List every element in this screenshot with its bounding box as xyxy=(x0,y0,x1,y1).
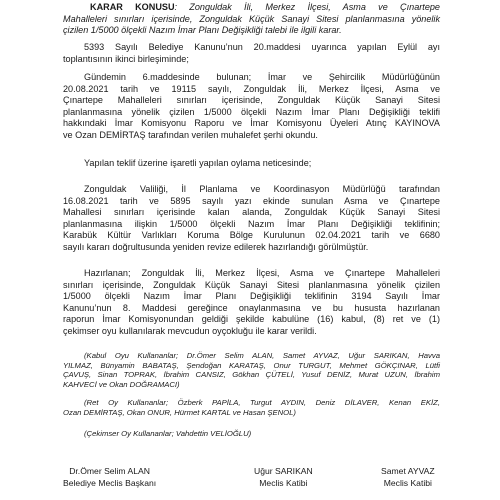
text-line: Çınartepe Mahalleleri sınırları içerisinde, Zonguldak Küçük Sanayi Sitesi xyxy=(63,95,440,106)
vote-line: (Ret Oy Kullananlar; Özberk PAPİLA, Turgut AYDIN, Deniz DİLAVER, Kenan EKİZ, xyxy=(84,398,440,407)
text-line: Mahallesi sınırları içerisinde kalan alanda, Zonguldak Küçük Sanayi Sitesi xyxy=(63,207,440,218)
text-line: hakkındaki İmar Komisyonu Raporu ve İmar Komisyonu Üyeleri Atınç KAYINOVA xyxy=(63,118,440,129)
text-line: Zonguldak Valiliği, İl Planlama ve Koordinasyon Müdürlüğü tarafından xyxy=(84,184,440,194)
text-line: Gündemin 6.maddesinde bulunan; İmar ve Şehircilik Müdürlüğünün xyxy=(84,72,440,82)
text-line: 1/5000 ölçekli Nazım İmar Planı Değişikliği teklifinin 3194 Sayılı İmar xyxy=(63,291,440,302)
abstain-votes xyxy=(63,429,440,439)
text-line: sınırları içerisinde, Zonguldak Küçük Sanayi Sitesi planlanmasına yönelik çizilen xyxy=(63,279,440,290)
text-line: Karabük Kültür Varlıkları Koruma Bölge Kurulunun 02.04.2021 tarih ve 6680 xyxy=(63,230,440,241)
text-line: 5393 Sayılı Belediye Kanunu’nun 20.maddesi uyarınca yapılan Eylül ayı xyxy=(84,42,440,52)
signatory-title: Meclis Katibi xyxy=(383,477,432,488)
text-line: Yapılan teklif üzerine işaretli yapılan oylama neticesinde; xyxy=(84,158,312,168)
paragraph-session xyxy=(63,42,440,65)
text-line: planlanmasına yönelik çizilen 1/5000 ölçekli Nazım İmar Planı Değişikliği teklifi xyxy=(63,106,440,117)
accept-votes xyxy=(63,351,440,389)
text-line: sayılı kararı doğrultusunda yeniden revize edilerek hazırlandığı görülmüştür. xyxy=(63,241,369,252)
vote-line: (Çekimser Oy Kullananlar; Vahdettin VELİOĞLU) xyxy=(84,429,252,438)
vote-line: (Kabul Oyu Kullananlar; Dr.Ömer Selim ALAN, Samet AYVAZ, Uğur SARIKAN, Havva xyxy=(84,351,440,360)
text-line: 20.08.2021 tarih ve 19115 sayılı, Zonguldak İli, Merkez İlçesi, Asma ve xyxy=(63,83,440,94)
text-line: raporun İmar Komisyonundan geldiği şekilde kabulüne (16) kabul, (8) ret ve (1) xyxy=(63,314,440,325)
paragraph-governorship xyxy=(63,184,440,254)
vote-line: Ozan DEMİRTAŞ, Okan ONUR, Hürmet KARTAL ve Hasan ŞENOL) xyxy=(63,407,296,417)
signatory-title: Meclis Katibi xyxy=(259,477,308,488)
paragraph-agenda xyxy=(63,72,440,142)
signature-clerk-1 xyxy=(254,466,313,489)
text-line: Hazırlanan; Zonguldak İli, Merkez İlçesi, Asma ve Çınartepe Mahalleleri xyxy=(84,268,440,278)
decision-subject-line xyxy=(63,2,440,14)
signatory-name: Uğur SARIKAN xyxy=(254,466,313,476)
text-line: toplantısının ikinci birleşiminde; xyxy=(63,53,189,64)
text-line: Kanunu’nun 8. Maddesi gereğince onaylanmasına ve bu hususta hazırlanan xyxy=(63,302,440,313)
signature-chairman xyxy=(63,466,156,489)
vote-line: ÇAVUŞ, Sinan TOPRAK, İbrahim CANSIZ, Gökhan ÇÜTELİ, Yusuf DENİZ, Murat UZUN, İbrahim xyxy=(63,370,440,380)
decision-subject-line: Mahalleleri sınırları içerisinde, Zonguldak Küçük Sanayi Sitesi planlanmasına yönelik xyxy=(63,13,440,24)
signatory-title: Belediye Meclis Başkanı xyxy=(63,477,157,488)
decision-subject-label: KARAR KONUSU xyxy=(90,2,175,12)
decision-subject xyxy=(63,2,440,37)
text-line: çekimser oyu kullanılarak mevcudun oyçokluğu ile karar verildi. xyxy=(63,325,317,336)
decision-subject-line: çizilen 1/5000 ölçekli Nazım İmar Planı Değişikliği talebi ile ilgili karar. xyxy=(63,25,342,36)
vote-line: YILMAZ, Bünyamin BABATAŞ, Şendoğan KARATAŞ, Onur TURGUT, Mehmet GÖKÇINAR, Lütfi xyxy=(63,360,440,370)
text-line: ve Ozan DEMİRTAŞ tarafından verilen muhalefet şerhi okundu. xyxy=(63,129,318,140)
text-line: planlanmasına ilişkin 1/5000 ölçekli Nazım İmar Planı Değişikliği teklifinin; xyxy=(63,218,440,229)
signature-clerk-2 xyxy=(381,466,435,489)
paragraph-voting xyxy=(63,158,440,170)
signatory-name: Dr.Ömer Selim ALAN xyxy=(69,466,150,476)
vote-line: KAHVECİ ve Okan DOĞRAMACI) xyxy=(63,379,180,389)
reject-votes xyxy=(63,398,440,417)
decision-subject-text: : Zonguldak İli, Merkez İlçesi, Asma ve Çınartepe xyxy=(174,2,440,12)
text-line: 16.08.2021 tarih ve 5895 sayılı yazı ekinde sunulan Asma ve Çınartepe xyxy=(63,195,440,206)
signatory-name: Samet AYVAZ xyxy=(381,466,435,476)
paragraph-decision xyxy=(63,268,440,338)
